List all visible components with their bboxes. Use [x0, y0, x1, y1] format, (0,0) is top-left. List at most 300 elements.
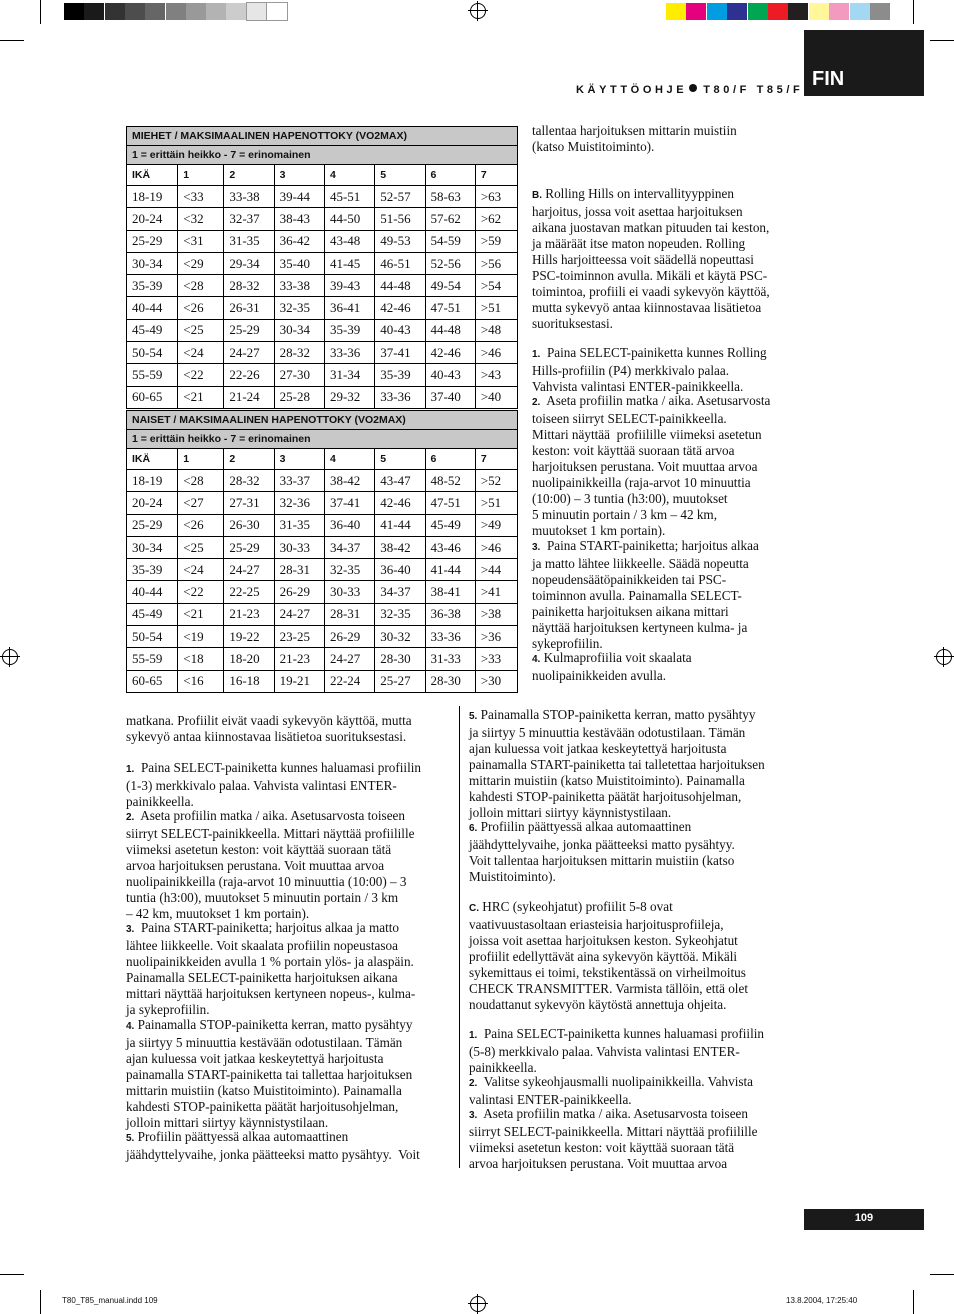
table-cell: 43-48	[324, 230, 374, 252]
table-cell: 35-39	[375, 364, 425, 386]
step	[469, 1026, 764, 1076]
table-row	[127, 252, 518, 274]
table-cell: 35-40	[274, 252, 324, 274]
table-cell: >51	[475, 297, 517, 319]
column-header: 3	[274, 449, 324, 470]
step	[532, 393, 770, 539]
table-cell: 25-29	[224, 536, 274, 558]
step	[469, 707, 765, 821]
table-cell: >44	[475, 559, 517, 581]
table-row	[127, 208, 518, 230]
vo2max-table-women	[126, 410, 518, 693]
table-cell: 31-35	[274, 514, 324, 536]
table-cell: 29-32	[324, 386, 374, 408]
step-text: Painamalla STOP-painiketta kerran, matto pysähtyy ja siirtyy 5 minuuttia kestävään odotustilaan. Tämän ajan kuluessa voit jatkaa keskeytettyä harjoitusta painamalla START-painiketta tai tallettaa harjoituksen mittarin muistiin (katso Muistitoiminto). Painamalla kahdesti STOP-painiketta päätät harjoitusohjelman, jolloin mittari siirtyy käynnistystilaan.	[126, 1017, 413, 1130]
table-cell: 31-33	[425, 648, 475, 670]
table-cell: 33-36	[375, 386, 425, 408]
table-cell: >43	[475, 364, 517, 386]
table-cell: 32-35	[375, 603, 425, 625]
table-cell: 16-18	[224, 670, 274, 692]
section-c	[469, 899, 748, 1013]
color-swatch	[686, 3, 706, 20]
table-cell: >41	[475, 581, 517, 603]
table-subtitle: 1 = erittäin heikko - 7 = erinomainen	[127, 430, 518, 449]
table-cell: 25-29	[127, 230, 178, 252]
table-cell: >40	[475, 386, 517, 408]
table-cell: 60-65	[127, 386, 178, 408]
table-cell: <27	[178, 492, 224, 514]
table-cell: 43-46	[425, 536, 475, 558]
table-cell: <18	[178, 648, 224, 670]
table-row	[127, 603, 518, 625]
step-number: 3.	[532, 542, 541, 553]
step	[469, 1074, 753, 1108]
table-cell: >63	[475, 186, 517, 208]
table-cell: <22	[178, 364, 224, 386]
table-cell: 44-48	[375, 275, 425, 297]
table-cell: 55-59	[127, 648, 178, 670]
step-text: Profiilin päättyessä alkaa automaattinen jäähdyttelyvaihe, jonka päätteeksi matto pysähtyy. Voit tallentaa harjoituksen mittarin muistiin (katso Muistitoiminto).	[469, 819, 735, 884]
column-divider	[459, 706, 460, 1168]
step-text: Kulmaprofiilia voit skaalata nuolipainikkeiden avulla.	[532, 650, 692, 683]
paragraph: tallentaa harjoituksen mittarin muistiin (katso Muistitoiminto).	[532, 123, 737, 154]
table-cell: 39-43	[324, 275, 374, 297]
table-cell: 37-41	[375, 342, 425, 364]
crop-mark	[913, 1290, 914, 1314]
table-cell: 41-44	[425, 559, 475, 581]
table-cell: 28-32	[224, 275, 274, 297]
table-cell: 45-49	[425, 514, 475, 536]
table-cell: 31-35	[224, 230, 274, 252]
step-text: Paina SELECT-painiketta kunnes haluamasi profiilin (5-8) merkkivalo palaa. Vahvista valintasi ENTER- painikkeella.	[469, 1026, 764, 1075]
table-cell: 35-39	[324, 319, 374, 341]
step-number: 4.	[532, 654, 541, 665]
table-cell: 25-29	[224, 319, 274, 341]
step-number: 6.	[469, 823, 478, 834]
table-cell: 50-54	[127, 626, 178, 648]
table-cell: <25	[178, 536, 224, 558]
color-swatch	[809, 3, 829, 20]
step	[126, 760, 421, 810]
table-row	[127, 364, 518, 386]
table-cell: <16	[178, 670, 224, 692]
table-cell: 34-37	[324, 536, 374, 558]
column-header: 7	[475, 165, 517, 186]
step-number: 3.	[469, 1110, 478, 1121]
table-cell: 26-31	[224, 297, 274, 319]
step	[532, 650, 692, 684]
column-header: 1	[178, 165, 224, 186]
table-cell: 24-27	[224, 559, 274, 581]
table-row	[127, 559, 518, 581]
table-header-row	[127, 449, 518, 470]
running-head-left: KÄYTTÖOHJE	[576, 84, 688, 96]
table-cell: 25-27	[375, 670, 425, 692]
table-cell: 42-46	[375, 492, 425, 514]
table-cell: 30-32	[375, 626, 425, 648]
table-cell: >54	[475, 275, 517, 297]
crop-mark	[0, 40, 24, 41]
table-cell: 20-24	[127, 492, 178, 514]
gray-swatch	[64, 3, 84, 20]
table-cell: >30	[475, 670, 517, 692]
table-cell: 39-44	[274, 186, 324, 208]
table-cell: 33-38	[274, 275, 324, 297]
crop-mark	[930, 40, 954, 41]
table-subtitle-row	[127, 430, 518, 449]
table-cell: 51-56	[375, 208, 425, 230]
gray-swatch	[247, 3, 267, 20]
table-cell: >51	[475, 492, 517, 514]
column-header: 3	[274, 165, 324, 186]
table-cell: 43-47	[375, 470, 425, 492]
column-header: 6	[425, 165, 475, 186]
gray-swatch	[125, 3, 145, 20]
column-header: 7	[475, 449, 517, 470]
table-cell: 25-29	[127, 514, 178, 536]
table-cell: 52-57	[375, 186, 425, 208]
step	[126, 1129, 420, 1163]
table-cell: 28-30	[425, 670, 475, 692]
table-row	[127, 581, 518, 603]
color-swatch	[788, 3, 808, 20]
table-title-row	[127, 127, 518, 146]
table-title: NAISET / MAKSIMAALINEN HAPENOTTOKY (VO2MAX)	[127, 411, 518, 430]
table-cell: 28-31	[274, 559, 324, 581]
table-cell: 18-19	[127, 186, 178, 208]
table-cell: 42-46	[425, 342, 475, 364]
paragraph: matkana. Profiilit eivät vaadi sykevyön käyttöä, mutta sykevyö antaa kiinnostavaa lisätietoa suorituksestasi.	[126, 713, 412, 744]
crop-mark	[40, 0, 41, 24]
table-cell: 30-33	[274, 536, 324, 558]
step-text: Valitse sykeohjausmalli nuolipainikkeilla. Vahvista valintasi ENTER-painikkeella.	[469, 1074, 754, 1107]
table-cell: 33-36	[425, 626, 475, 648]
step	[469, 1106, 757, 1172]
table-cell: 27-31	[224, 492, 274, 514]
gray-swatch	[186, 3, 206, 20]
step	[126, 808, 414, 922]
table-cell: 30-34	[127, 536, 178, 558]
column-header: 4	[324, 165, 374, 186]
table-cell: >59	[475, 230, 517, 252]
running-head-right: T80/F T85/F	[703, 84, 804, 96]
language-tab	[804, 30, 924, 96]
table-title: MIEHET / MAKSIMAALINEN HAPENOTTOKY (VO2MAX)	[127, 127, 518, 146]
table-cell: 38-41	[425, 581, 475, 603]
table-row	[127, 386, 518, 408]
table-cell: 38-43	[274, 208, 324, 230]
step-number: 1.	[532, 349, 541, 360]
vo2max-table-men	[126, 126, 518, 409]
gray-swatch	[226, 3, 246, 20]
table-row	[127, 626, 518, 648]
table-cell: 35-39	[127, 559, 178, 581]
table-cell: >36	[475, 626, 517, 648]
table-cell: 18-19	[127, 470, 178, 492]
table-cell: 21-23	[224, 603, 274, 625]
table-cell: >46	[475, 536, 517, 558]
gray-swatch	[166, 3, 186, 20]
table-cell: 54-59	[425, 230, 475, 252]
table-cell: <33	[178, 186, 224, 208]
column-header: 5	[375, 449, 425, 470]
table-cell: 32-35	[274, 297, 324, 319]
column-header: IKÄ	[127, 165, 178, 186]
section-label: C.	[469, 903, 479, 914]
table-title-row	[127, 411, 518, 430]
table-cell: 57-62	[425, 208, 475, 230]
table-row	[127, 230, 518, 252]
column-header: 4	[324, 449, 374, 470]
table-cell: 34-37	[375, 581, 425, 603]
registration-mark-icon	[470, 1296, 486, 1312]
table-cell: 50-54	[127, 342, 178, 364]
registration-mark-icon	[470, 3, 486, 19]
table-cell: 20-24	[127, 208, 178, 230]
table-cell: 32-37	[224, 208, 274, 230]
step-number: 2.	[532, 397, 541, 408]
column-header: 6	[425, 449, 475, 470]
table-cell: 36-41	[324, 297, 374, 319]
table-cell: 42-46	[375, 297, 425, 319]
step	[469, 819, 735, 885]
table-cell: 32-36	[274, 492, 324, 514]
table-cell: >38	[475, 603, 517, 625]
table-cell: 60-65	[127, 670, 178, 692]
table-cell: 49-53	[375, 230, 425, 252]
table-cell: <26	[178, 297, 224, 319]
step-text: Aseta profiilin matka / aika. Asetusarvosta toiseen siirryt SELECT-painikkeella. Mittari näyttää profiilille viimeksi asetetun keston: voit käyttää suoraan tätä arvoa harjoituksen perustana. Voit muuttaa arvoa nuolipainikkeilla (raja-arvot 10 minuuttia (10:00) – 3 tuntia (h3:00), muutokset 5 minuutin portain / 3 km – 42 km, muutokset 1 km portain).	[126, 808, 415, 921]
table-cell: >46	[475, 342, 517, 364]
step-text: Paina START-painiketta; harjoitus alkaa ja matto lähtee liikkeelle. Voit skaalata profiilin nopeustasoa nuolipainikkeiden avulla 1 % portain ylös- ja alaspäin. Painamalla SELECT-painiketta harjoituksen aikana mittari näyttää harjoituksen kertyneen nopeus-, kulma- ja sykeprofiilin.	[126, 920, 416, 1017]
table-cell: 58-63	[425, 186, 475, 208]
table-cell: 21-23	[274, 648, 324, 670]
gray-swatch	[267, 3, 287, 20]
table-cell: 40-43	[425, 364, 475, 386]
table-row	[127, 319, 518, 341]
step-number: 5.	[126, 1133, 135, 1144]
table-cell: <24	[178, 342, 224, 364]
table-cell: <22	[178, 581, 224, 603]
color-swatch	[707, 3, 727, 20]
table-cell: 45-49	[127, 319, 178, 341]
table-cell: 36-40	[375, 559, 425, 581]
table-cell: 45-49	[127, 603, 178, 625]
table-cell: 22-24	[324, 670, 374, 692]
table-cell: 21-24	[224, 386, 274, 408]
table-row	[127, 514, 518, 536]
table-cell: <24	[178, 559, 224, 581]
table-cell: 45-51	[324, 186, 374, 208]
file-info: T80_T85_manual.indd 109	[62, 1296, 158, 1305]
step-number: 5.	[469, 711, 478, 722]
step	[126, 1017, 412, 1131]
color-swatch	[727, 3, 747, 20]
table-cell: 40-44	[127, 581, 178, 603]
section-label: B.	[532, 190, 542, 201]
table-cell: 36-40	[324, 514, 374, 536]
crop-mark	[913, 0, 914, 24]
table-cell: 49-54	[425, 275, 475, 297]
step-number: 2.	[126, 812, 135, 823]
step-number: 1.	[126, 764, 135, 775]
table-cell: <21	[178, 386, 224, 408]
bullet-icon	[689, 84, 697, 92]
table-cell: 37-40	[425, 386, 475, 408]
table-cell: 55-59	[127, 364, 178, 386]
color-swatch	[829, 3, 849, 20]
step-text: Aseta profiilin matka / aika. Asetusarvosta toiseen siirryt SELECT-painikkeella. Mittari näyttää profiilille viimeksi asetetun keston: voit käyttää suoraan tätä arvoa harjoituksen perustana. Voit muuttaa arvoa	[469, 1106, 758, 1171]
table-cell: 24-27	[324, 648, 374, 670]
gray-swatch	[206, 3, 226, 20]
table-cell: 41-44	[375, 514, 425, 536]
step-number: 4.	[126, 1021, 135, 1032]
table-cell: 25-28	[274, 386, 324, 408]
table-cell: <19	[178, 626, 224, 648]
table-cell: <31	[178, 230, 224, 252]
step	[532, 538, 759, 652]
section-b	[532, 186, 770, 332]
column-header: IKÄ	[127, 449, 178, 470]
table-cell: 32-35	[324, 559, 374, 581]
table-cell: <28	[178, 275, 224, 297]
table-cell: 29-34	[224, 252, 274, 274]
step-text: Paina SELECT-painiketta kunnes haluamasi profiilin (1-3) merkkivalo palaa. Vahvista valintasi ENTER- painikkeella.	[126, 760, 421, 809]
table-cell: 44-48	[425, 319, 475, 341]
step	[532, 345, 767, 395]
table-row	[127, 670, 518, 692]
gray-swatch	[105, 3, 125, 20]
timestamp: 13.8.2004, 17:25:40	[786, 1296, 858, 1305]
table-cell: 24-27	[224, 342, 274, 364]
color-swatch	[748, 3, 768, 20]
section-text: Rolling Hills on intervallityyppinen harjoitus, jossa voit asettaa harjoituksen aikana juostavan matkan pituuden tai keston, ja määräät itse maton nopeuden. Rolling Hills harjoitteessa voit säädellä nopeuttasi PSC-toiminnon avulla. Mikäli et käytä PSC- toimintoa, profiili ei vaadi sykevyön käyttöä, mutta sykevyö antaa kiinnostavaa lisätietoa suorituksestasi.	[532, 186, 770, 331]
table-cell: >48	[475, 319, 517, 341]
table-row	[127, 648, 518, 670]
column-header: 5	[375, 165, 425, 186]
table-subtitle: 1 = erittäin heikko - 7 = erinomainen	[127, 146, 518, 165]
color-swatch	[666, 3, 686, 20]
running-head	[576, 84, 803, 96]
step-text: Paina START-painiketta; harjoitus alkaa ja matto lähtee liikkeelle. Säädä nopeutta nopeudensäätöpainikkeiden tai PSC- toiminnon avulla. Painamalla SELECT- painiketta harjoituksen aikana mittari näyttää harjoituksen kertyneen kulma- ja sykeprofiilin.	[532, 538, 759, 651]
color-swatch	[768, 3, 788, 20]
table-cell: >56	[475, 252, 517, 274]
table-cell: 38-42	[375, 536, 425, 558]
table-row	[127, 186, 518, 208]
page-number: 109	[804, 1209, 924, 1230]
table-row	[127, 342, 518, 364]
table-cell: 28-31	[324, 603, 374, 625]
step-text: Aseta profiilin matka / aika. Asetusarvosta toiseen siirryt SELECT-painikkeella. Mittari näyttää profiilille viimeksi asetetun keston: voit käyttää suoraan tätä arvoa harjoituksen perustana. Voit muuttaa arvoa nuolipainikkeilla (raja-arvot 10 minuuttia (10:00) – 3 tuntia (h3:00), muutokset 5 minuutin portain / 3 km – 42 km, muutokset 1 km portain).	[532, 393, 771, 538]
step-text: Profiilin päättyessä alkaa automaattinen jäähdyttelyvaihe, jonka päätteeksi matto pysähtyy. Voit	[126, 1129, 420, 1162]
table-row	[127, 536, 518, 558]
table-cell: 41-45	[324, 252, 374, 274]
table-cell: 40-44	[127, 297, 178, 319]
crop-mark	[930, 1274, 954, 1275]
table-cell: 23-25	[274, 626, 324, 648]
registration-mark-icon	[2, 649, 18, 665]
table-cell: 22-26	[224, 364, 274, 386]
table-cell: <32	[178, 208, 224, 230]
column-header: 2	[224, 449, 274, 470]
table-cell: 38-42	[324, 470, 374, 492]
table-header-row	[127, 165, 518, 186]
table-cell: <26	[178, 514, 224, 536]
table-cell: >62	[475, 208, 517, 230]
step-text: Painamalla STOP-painiketta kerran, matto pysähtyy ja siirtyy 5 minuuttia kestävään odotustilaan. Tämän ajan kuluessa voit jatkaa keskeytettyä harjoitusta painamalla START-painiketta tai talletettaa harjoituksen mittarin muistiin (katso Muistitoiminto). Painamalla kahdesti STOP-painiketta päätät harjoitusohjelman, jolloin mittari siirtyy käynnistystilaan.	[469, 707, 765, 820]
gray-swatch	[84, 3, 104, 20]
table-cell: 40-43	[375, 319, 425, 341]
table-cell: 37-41	[324, 492, 374, 514]
table-cell: 36-42	[274, 230, 324, 252]
table-cell: 27-30	[274, 364, 324, 386]
color-swatch	[870, 3, 890, 20]
table-cell: 26-29	[274, 581, 324, 603]
table-cell: <29	[178, 252, 224, 274]
table-cell: 46-51	[375, 252, 425, 274]
table-cell: <21	[178, 603, 224, 625]
table-cell: 47-51	[425, 297, 475, 319]
table-row	[127, 275, 518, 297]
step-text: Paina SELECT-painiketta kunnes Rolling Hills-profiilin (P4) merkkivalo palaa. Vahvista valintasi ENTER-painikkeella.	[532, 345, 767, 394]
table-cell: >33	[475, 648, 517, 670]
table-row	[127, 492, 518, 514]
table-cell: 30-34	[274, 319, 324, 341]
registration-mark-icon	[936, 649, 952, 665]
table-cell: 52-56	[425, 252, 475, 274]
gray-swatch	[145, 3, 165, 20]
table-cell: >49	[475, 514, 517, 536]
table-cell: 33-38	[224, 186, 274, 208]
table-cell: 28-32	[274, 342, 324, 364]
table-subtitle-row	[127, 146, 518, 165]
table-cell: 47-51	[425, 492, 475, 514]
table-cell: 35-39	[127, 275, 178, 297]
step-number: 2.	[469, 1078, 478, 1089]
table-cell: 18-20	[224, 648, 274, 670]
table-cell: 24-27	[274, 603, 324, 625]
table-cell: 28-30	[375, 648, 425, 670]
step-number: 3.	[126, 924, 135, 935]
table-cell: 26-30	[224, 514, 274, 536]
table-cell: 26-29	[324, 626, 374, 648]
table-cell: <28	[178, 470, 224, 492]
table-cell: 33-37	[274, 470, 324, 492]
column-header: 2	[224, 165, 274, 186]
section-text: HRC (sykeohjatut) profiilit 5-8 ovat vaativuustasoltaan eriasteisia harjoitusprofiileja, joissa voit asettaa harjoituksen keston. Sykeohjatut profiilit edellyttävät aina sykevyön käyttöä. Mikäli sykemittaus ei toimi, tekstikentässä on virheilmoitus CHECK TRANSMITTER. Varmista tällöin, että olet noudattanut sykevyön käytöstä annettuja ohjeita.	[469, 899, 748, 1012]
table-cell: 30-34	[127, 252, 178, 274]
table-cell: 19-21	[274, 670, 324, 692]
column-header: 1	[178, 449, 224, 470]
table-cell: 36-38	[425, 603, 475, 625]
color-swatch	[850, 3, 870, 20]
table-cell: 31-34	[324, 364, 374, 386]
table-cell: 48-52	[425, 470, 475, 492]
crop-mark	[40, 1290, 41, 1314]
table-row	[127, 297, 518, 319]
language-tab-label: FIN	[812, 68, 845, 90]
step	[126, 920, 415, 1018]
table-cell: 28-32	[224, 470, 274, 492]
table-cell: 19-22	[224, 626, 274, 648]
table-row	[127, 470, 518, 492]
step-number: 1.	[469, 1030, 478, 1041]
crop-mark	[0, 1274, 24, 1275]
table-cell: 30-33	[324, 581, 374, 603]
table-cell: 22-25	[224, 581, 274, 603]
table-cell: >52	[475, 470, 517, 492]
table-cell: <25	[178, 319, 224, 341]
